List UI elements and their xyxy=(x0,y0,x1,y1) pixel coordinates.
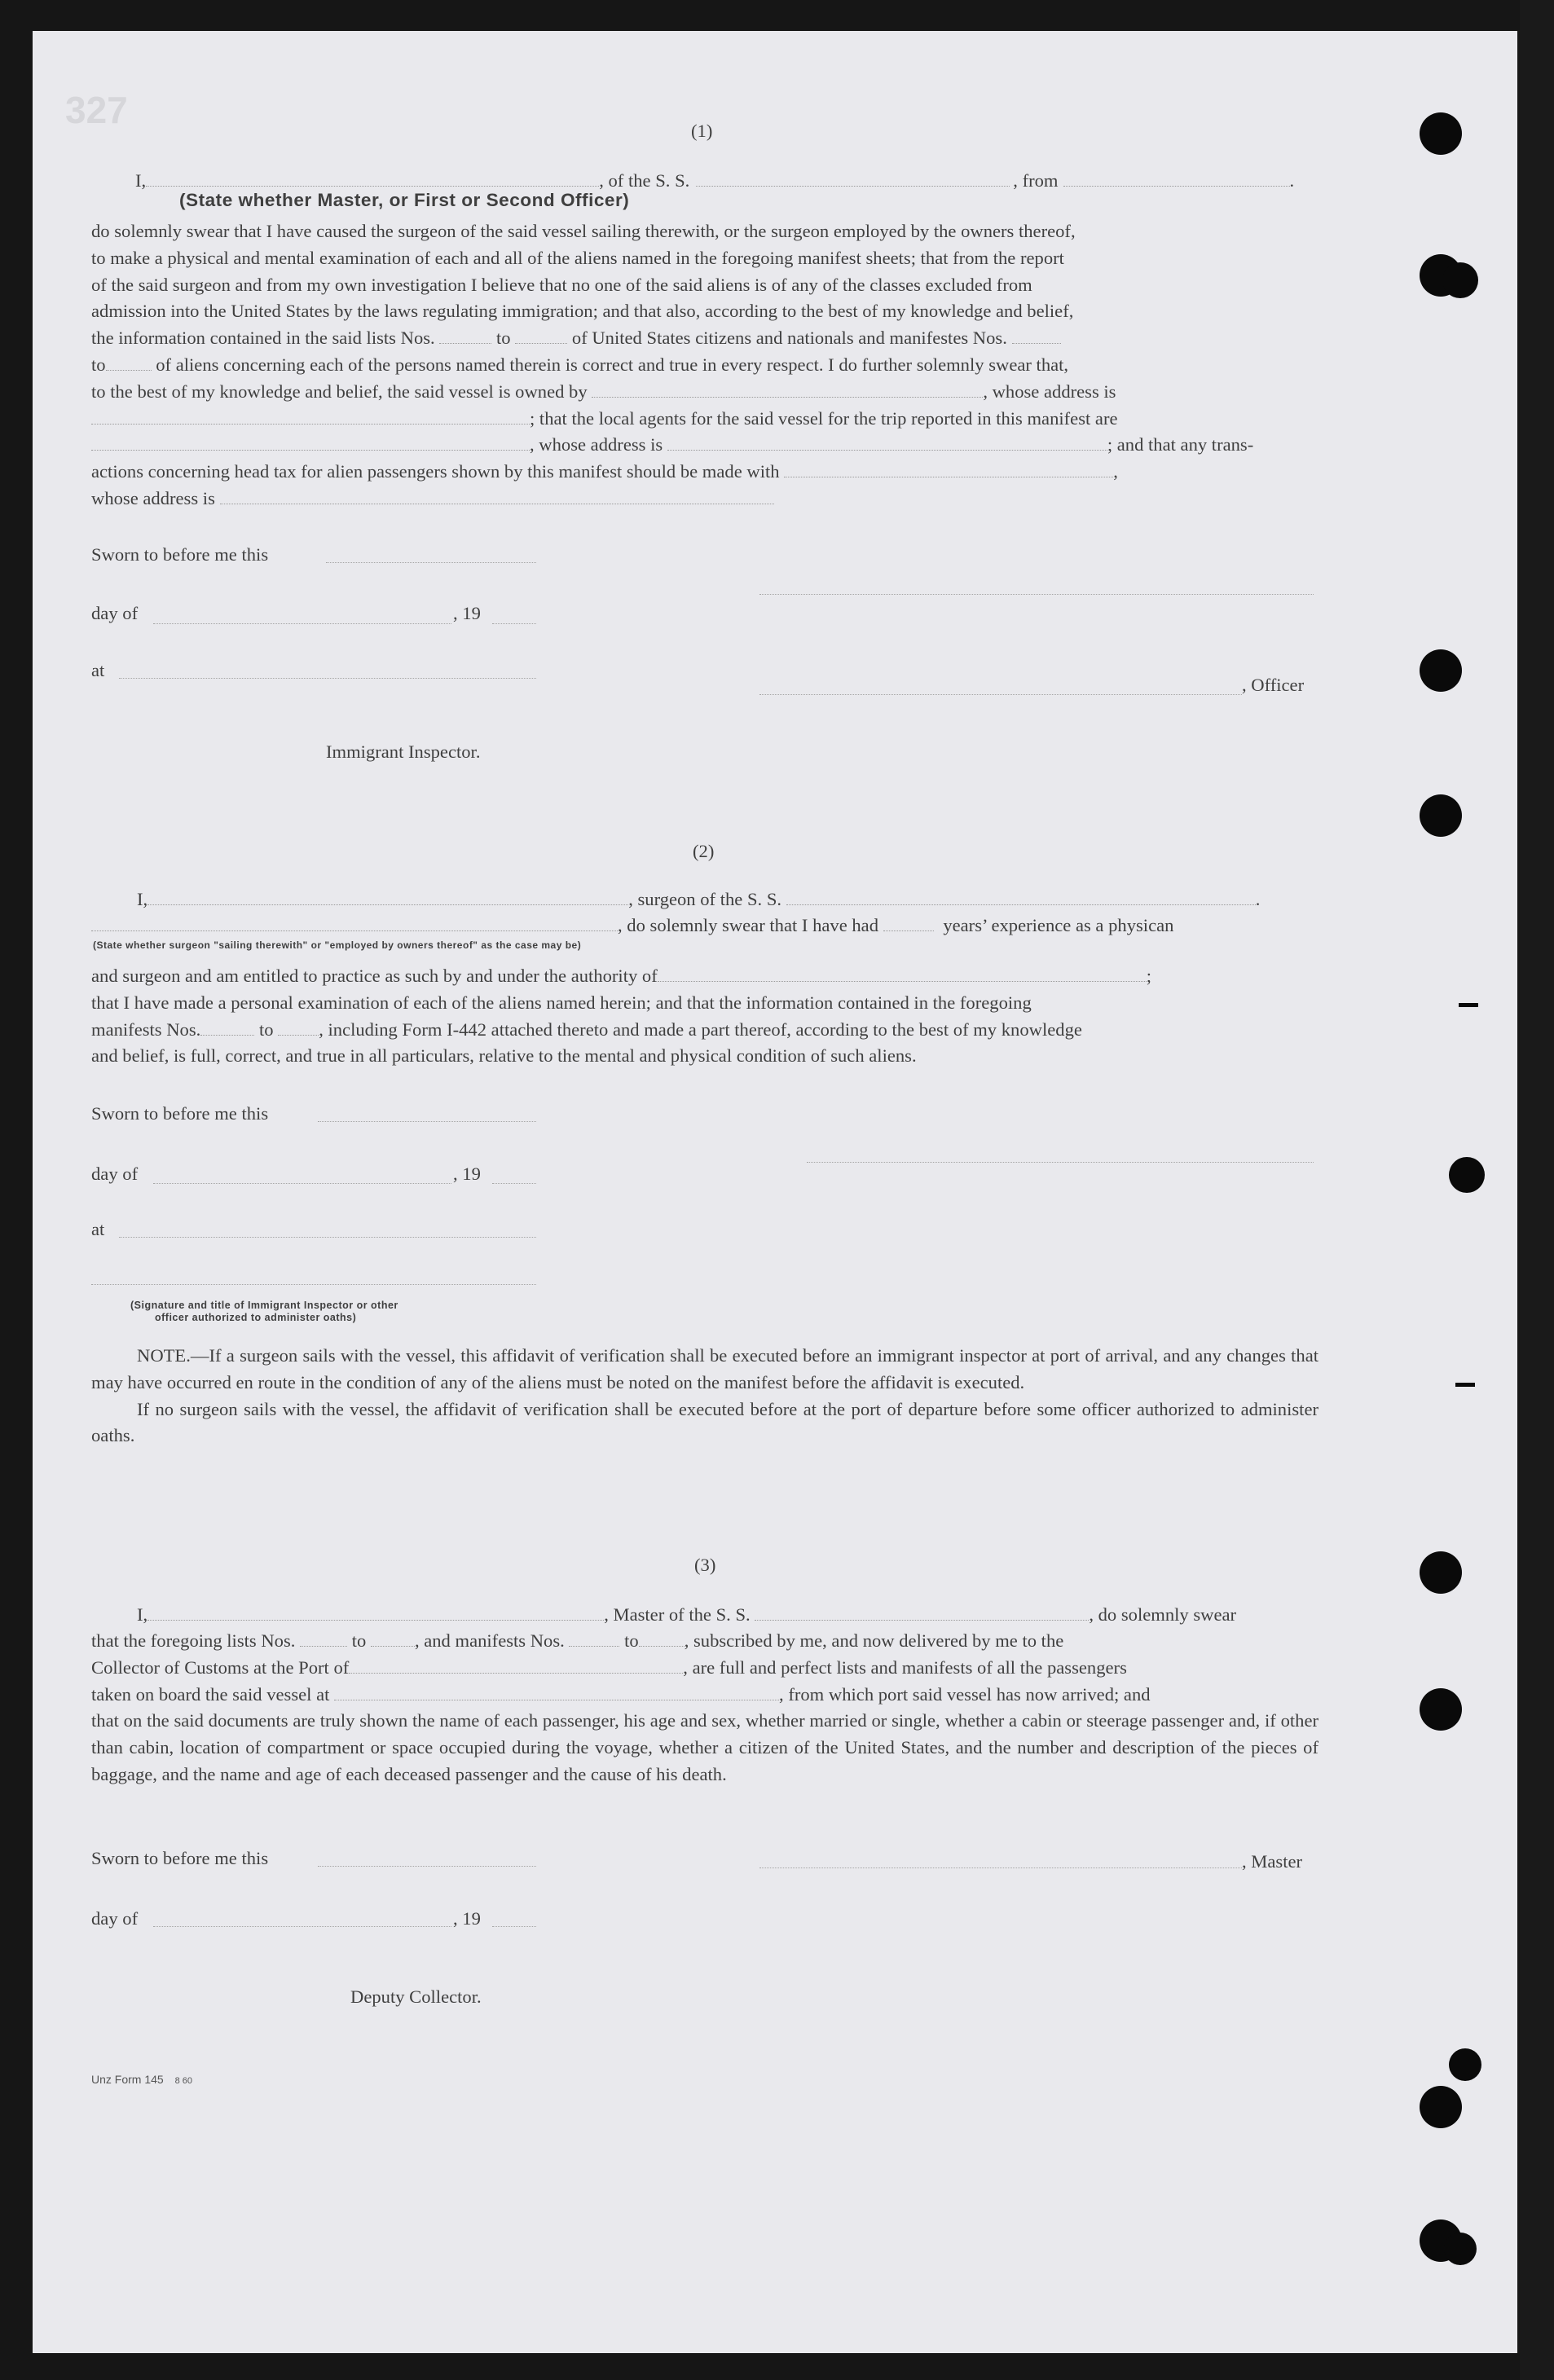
year-field[interactable] xyxy=(492,1926,536,1927)
section2-body xyxy=(91,963,1318,1070)
lists-to-field[interactable] xyxy=(371,1630,415,1647)
label: to xyxy=(91,354,106,375)
label: , are full and perfect lists and manifests of all the passengers xyxy=(683,1656,1127,1678)
manifests-from-field[interactable] xyxy=(1012,327,1061,344)
text-line xyxy=(91,1655,1318,1682)
punch-hole xyxy=(1420,649,1462,692)
text-line: and belief, is full, correct, and true in all particulars, relative to the mental and physical condition of such aliens. xyxy=(91,1045,917,1067)
section-number: (3) xyxy=(694,1555,716,1575)
label: I, xyxy=(137,889,148,909)
years-field[interactable] xyxy=(883,914,934,931)
lists-from-field[interactable] xyxy=(300,1630,347,1647)
label: to xyxy=(258,1018,274,1040)
label: , and manifests Nos. xyxy=(414,1630,565,1651)
label: day of xyxy=(91,603,139,623)
punch-hole xyxy=(1442,262,1478,298)
day-label: day of xyxy=(91,1164,139,1184)
field-note: (State whether Master, or First or Second Officer) xyxy=(179,190,630,210)
label: , whose address is xyxy=(530,434,663,455)
day-field[interactable] xyxy=(153,1183,451,1184)
label: , Master of the S. S. xyxy=(604,1604,751,1625)
sworn-date-field[interactable] xyxy=(318,1866,536,1867)
year-field[interactable] xyxy=(492,623,536,624)
label: to xyxy=(624,1630,639,1651)
section1-body xyxy=(91,218,1318,513)
day-field[interactable] xyxy=(153,623,451,624)
lists-from-field[interactable] xyxy=(439,327,491,344)
text-line: actions concerning head tax for alien passengers shown by this manifest should be made with , xyxy=(91,461,1118,482)
text-line: that I have made a personal examination of each of the aliens named herein; and that the information contained in the foregoing xyxy=(91,992,1032,1013)
label: whose address is xyxy=(91,487,215,508)
sworn-label: Sworn to before me this xyxy=(91,1848,269,1868)
label: , whose address is xyxy=(983,381,1116,402)
note-paragraph: NOTE.—If a surgeon sails with the vessel, this affidavit of verification shall be executed before an immigrant inspector at port of arrival, and any changes that may have occurred en route in the condition of any of the aliens must be noted on the manifest before the affidavit is executed. xyxy=(91,1345,1318,1392)
label: to the best of my knowledge and belief, the said vessel is owned by xyxy=(91,381,588,402)
label: to xyxy=(351,1630,367,1651)
label: , subscribed by me, and now delivered by me to the xyxy=(684,1630,1064,1651)
at-field[interactable] xyxy=(119,1237,536,1238)
manifests-to-field[interactable] xyxy=(639,1630,685,1647)
text-line: admission into the United States by the laws regulating immigration; and that also, according to the best of my knowledge and belief, xyxy=(91,301,1074,322)
text-line xyxy=(91,325,1318,352)
officer-signature-line[interactable] xyxy=(759,694,1242,695)
embark-port-field[interactable] xyxy=(334,1683,779,1700)
surgeon-name-field[interactable] xyxy=(147,888,628,905)
form-number xyxy=(91,2073,192,2086)
signature-line[interactable] xyxy=(807,1162,1314,1163)
surgeon-status-field[interactable] xyxy=(91,914,618,931)
name-field[interactable] xyxy=(146,169,599,187)
at-label: at xyxy=(91,660,105,680)
section3-body xyxy=(91,1628,1318,1788)
page-stamp: 327 xyxy=(65,89,128,131)
agents-field[interactable] xyxy=(91,433,530,451)
section-number: (1) xyxy=(691,121,713,141)
punch-hole xyxy=(1420,794,1462,837)
agents-address-field[interactable] xyxy=(667,433,1107,451)
surgeon-vessel-field[interactable] xyxy=(786,888,1256,905)
owner-field[interactable] xyxy=(592,381,983,398)
at-field[interactable] xyxy=(119,678,536,679)
text-line xyxy=(91,1628,1318,1655)
section1-line-1: I, , of the S. S. , from . xyxy=(135,170,1295,191)
label: ; and that any trans- xyxy=(1107,434,1254,455)
authority-field[interactable] xyxy=(658,965,1147,982)
page-edge xyxy=(1520,0,1554,2380)
from-field[interactable] xyxy=(1063,169,1290,187)
text-line xyxy=(91,406,1318,433)
master-signature-line[interactable] xyxy=(759,1867,1242,1868)
manifests-from-field[interactable] xyxy=(200,1018,254,1036)
lists-to-field[interactable] xyxy=(515,327,567,344)
label: taken on board the said vessel at xyxy=(91,1683,330,1705)
sworn-label: Sworn to before me this xyxy=(91,544,269,565)
inspector-signature-line[interactable] xyxy=(91,1284,536,1285)
punch-hole xyxy=(1420,2086,1462,2128)
section2-line-1: I, , surgeon of the S. S. . xyxy=(137,889,1261,909)
section2-line-2 xyxy=(91,914,1173,936)
signature-note: officer authorized to administer oaths) xyxy=(155,1312,357,1323)
punch-hole xyxy=(1420,1551,1462,1594)
text-line: of the said surgeon and from my own investigation I believe that no one of the said aliens is of any of the classes excluded from xyxy=(91,274,1032,295)
port-field[interactable] xyxy=(349,1656,683,1674)
master-name-field[interactable] xyxy=(147,1604,604,1621)
label: of United States citizens and nationals and manifestes Nos. xyxy=(571,328,1007,349)
label: , of the S. S. xyxy=(599,170,690,191)
label: ; that the local agents for the said vessel for the trip reported in this manifest are xyxy=(530,407,1118,429)
vessel-field[interactable] xyxy=(696,169,1010,187)
text-line xyxy=(91,352,1318,379)
label: that the foregoing lists Nos. xyxy=(91,1630,296,1651)
label: to xyxy=(496,328,511,349)
signature-line[interactable] xyxy=(759,594,1314,595)
text-line xyxy=(91,1682,1318,1709)
margin-mark xyxy=(1455,1383,1475,1387)
day-field[interactable] xyxy=(153,1926,451,1927)
year-field[interactable] xyxy=(492,1183,536,1184)
label: Collector of Customs at the Port of xyxy=(91,1656,350,1678)
at-label: at xyxy=(91,1219,105,1239)
label: the information contained in the said lists Nos. xyxy=(91,328,435,349)
inspector-label: Immigrant Inspector. xyxy=(326,741,481,762)
punch-hole xyxy=(1449,1157,1485,1193)
owner-address-field[interactable] xyxy=(91,407,530,425)
label: , surgeon of the S. S. xyxy=(628,889,782,909)
text-line: and surgeon and am entitled to practice as such by and under the authority of ; xyxy=(91,966,1152,986)
note-block xyxy=(91,1343,1318,1450)
label: , from which port said vessel has now arrived; and xyxy=(779,1683,1151,1705)
form-label: Unz Form 145 xyxy=(91,2073,164,2086)
text-line: to make a physical and mental examination of each and all of the aliens named in the foregoing manifest sheets; that from the report xyxy=(91,247,1064,268)
head-tax-field[interactable] xyxy=(784,460,1113,477)
master-vessel-field[interactable] xyxy=(755,1604,1089,1621)
field-note: (State whether surgeon "sailing therewith" or "employed by owners thereof" as the case may be) xyxy=(93,939,582,951)
label: , from xyxy=(1013,170,1059,191)
sworn-date-field[interactable] xyxy=(318,1121,536,1122)
punch-hole xyxy=(1420,112,1462,155)
day-label: day of xyxy=(91,1908,139,1929)
manifests-from-field[interactable] xyxy=(569,1630,619,1647)
punch-hole xyxy=(1444,2233,1477,2265)
officer-label: , Officer xyxy=(1242,675,1305,695)
label: , do solemnly swear xyxy=(1089,1604,1237,1625)
label: and surgeon and am entitled to practice as such by and under the authority of xyxy=(91,966,658,986)
text-line xyxy=(91,432,1318,459)
year-label: , 19 xyxy=(453,603,481,623)
text-paragraph: that on the said documents are truly shown the name of each passenger, his age and sex, whether married or single, whether a cabin or steerage passenger and, if other than cabin, location of compartment or space occupied during the voyage, whether a citizen of the United States, and the number and description of the pieces of baggage, and the name and age of each deceased passenger and the cause of his death. xyxy=(91,1710,1318,1784)
text-line xyxy=(91,1017,1318,1044)
form-code: 8 60 xyxy=(174,2076,193,2086)
signature-note: (Signature and title of Immigrant Inspector or other xyxy=(130,1300,398,1311)
label: I, xyxy=(135,170,147,191)
punch-hole xyxy=(1420,1688,1462,1731)
label: manifests Nos. xyxy=(91,1018,201,1040)
text-line xyxy=(91,379,1318,406)
sworn-date-field[interactable] xyxy=(326,562,536,563)
year-label: , 19 xyxy=(453,1908,481,1929)
year-label: , 19 xyxy=(453,1164,481,1184)
master-label: , Master xyxy=(1242,1851,1303,1872)
manifests-to-field[interactable] xyxy=(106,354,152,371)
manifests-to-field[interactable] xyxy=(278,1018,319,1036)
text-line xyxy=(91,486,1318,513)
deputy-label: Deputy Collector. xyxy=(350,1986,482,2007)
label: of aliens concerning each of the persons named therein is correct and true in every respect. I do further solemnly swear that, xyxy=(156,354,1069,375)
label: , do solemnly swear that I have had xyxy=(618,915,878,935)
text-line: do solemnly swear that I have caused the surgeon of the said vessel sailing therewith, or the surgeon employed by the owners thereof, xyxy=(91,221,1076,241)
day-label xyxy=(91,603,138,624)
label: , including Form I-442 attached thereto and made a part thereof, according to the best of my knowledge xyxy=(319,1018,1082,1040)
head-tax-address-field[interactable] xyxy=(220,487,774,504)
label: years’ experience as a physican xyxy=(943,915,1174,935)
label: I, xyxy=(137,1604,148,1625)
margin-mark xyxy=(1459,1003,1478,1007)
sworn-label: Sworn to before me this xyxy=(91,1103,269,1124)
note-paragraph: If no surgeon sails with the vessel, the affidavit of verification shall be executed before at the port of departure before some officer authorized to administer oaths. xyxy=(91,1398,1318,1446)
section-number: (2) xyxy=(693,841,715,861)
punch-hole xyxy=(1449,2048,1481,2081)
label: actions concerning head tax for alien passengers shown by this manifest should be made with xyxy=(91,461,780,482)
section3-line-1 xyxy=(137,1604,1236,1626)
